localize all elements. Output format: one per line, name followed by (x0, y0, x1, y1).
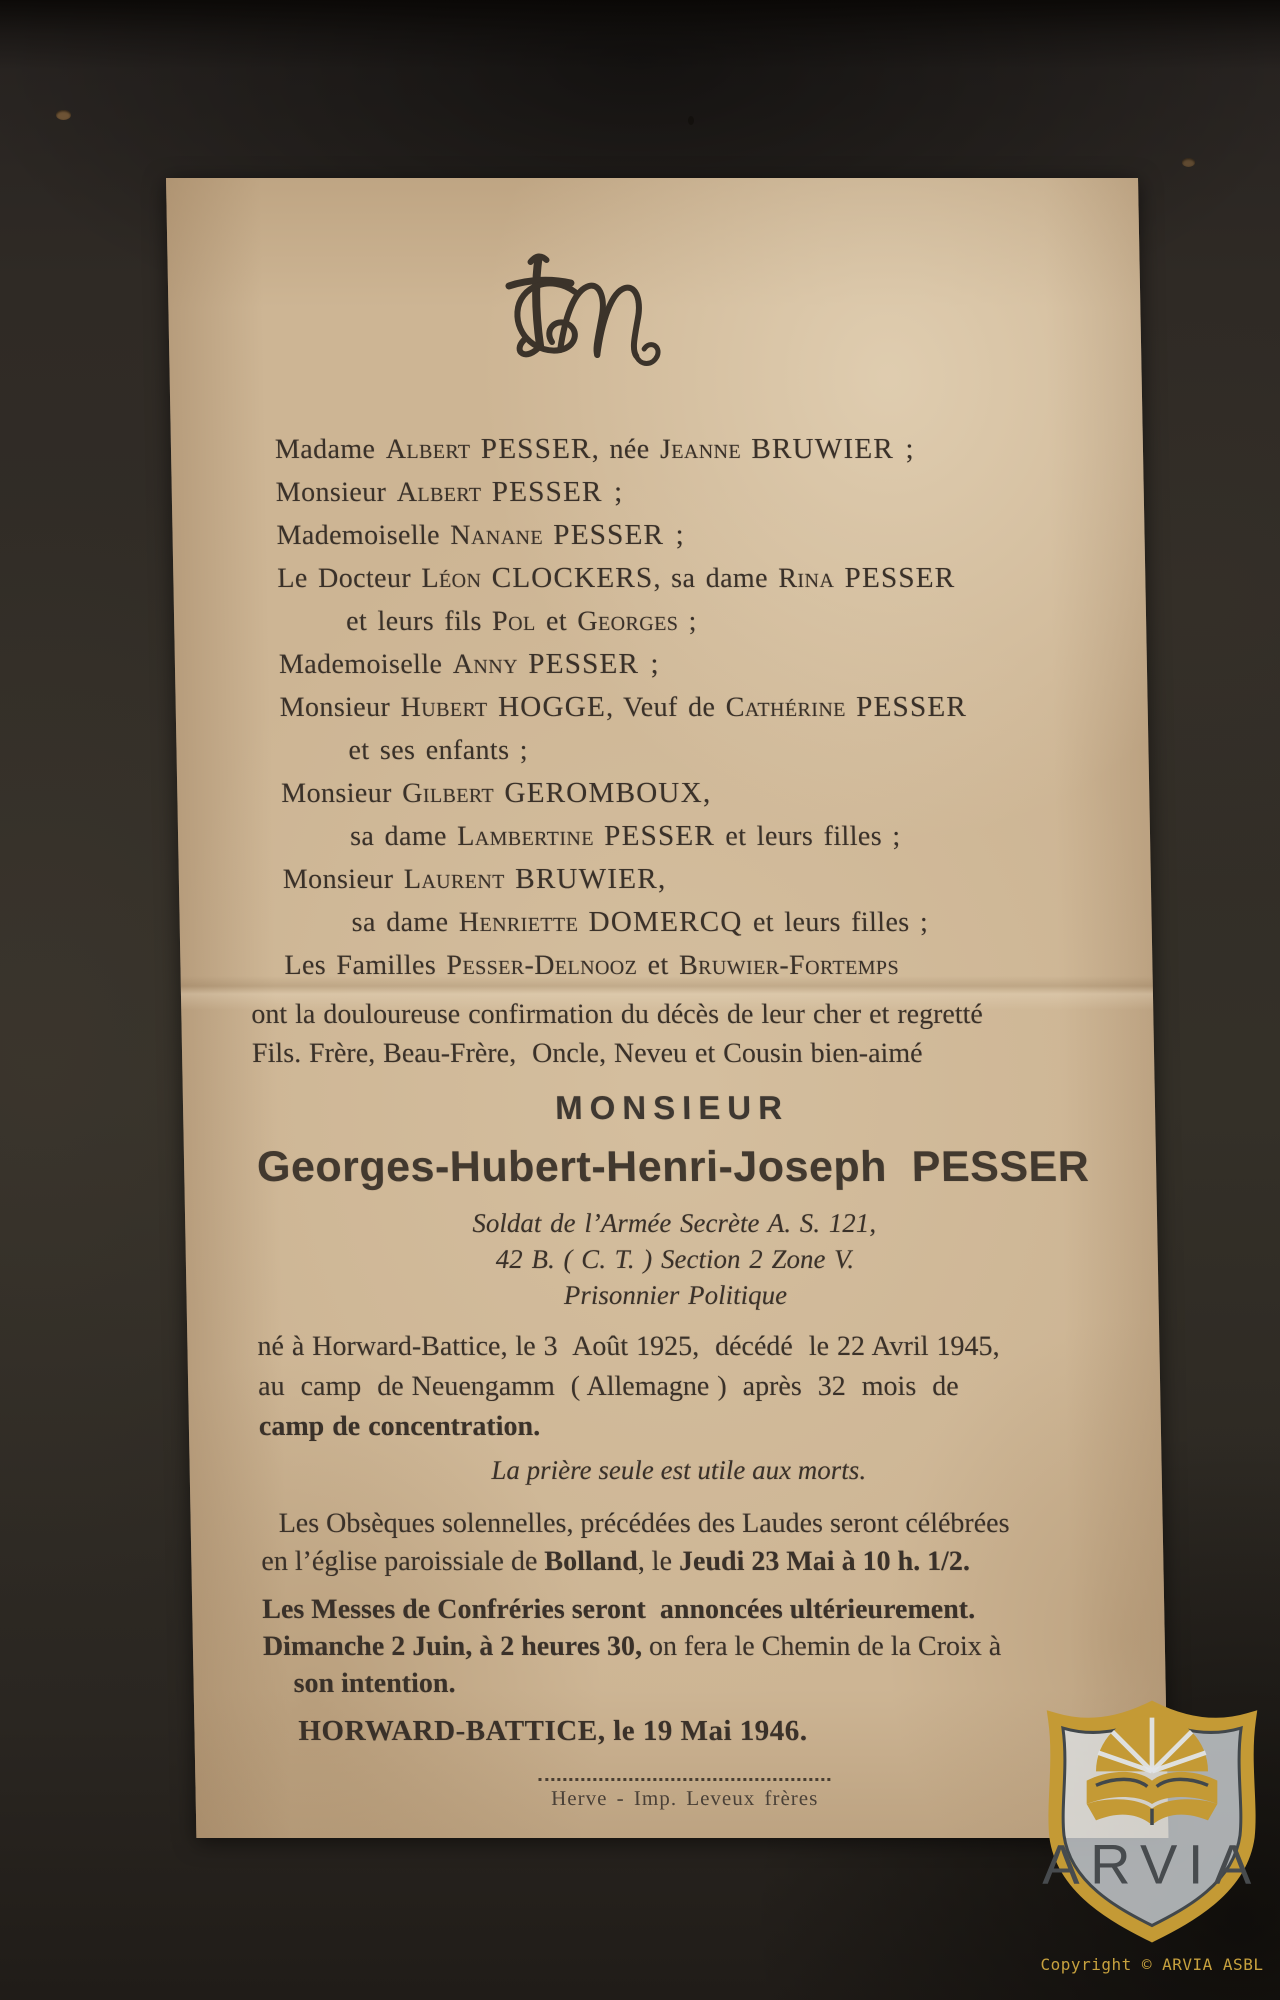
arvia-wordmark: ARVIA (1042, 1832, 1262, 1896)
masses-line: Les Messes de Confréries seront annoncées ultérieurement. (261, 1594, 976, 1625)
family-line: Monsieur Laurent BRUWIER, (282, 863, 667, 895)
confirm-line: ont la douloureuse confirmation du décès de leur cher et regretté (251, 999, 984, 1030)
confirm-line: Fils. Frère, Beau-Frère, Oncle, Neveu et Cousin bien-aimé (251, 1038, 923, 1069)
life-line: né à Horward-Battice, le 3 Août 1925, décédé le 22 Avril 1945, (257, 1331, 1000, 1362)
printer-footer (265, 1778, 1104, 1811)
pinhole-mark (1182, 158, 1195, 167)
block-motto (259, 1451, 1098, 1489)
family-line: sa dame Henriette DOMERCQ et leurs filles ; (351, 906, 929, 938)
block-dateline (298, 1710, 1103, 1752)
family-line: Mademoiselle Anny PESSER ; (278, 648, 661, 680)
family-line: sa dame Lambertine PESSER et leurs filles ; (349, 820, 901, 852)
military-line: Prisonnier Politique (563, 1280, 788, 1310)
life-line: camp de concentration. (258, 1411, 541, 1442)
family-line: Les Familles Pesser-Delnooz et Bruwier-Fortemps (284, 950, 900, 981)
family-line: et ses enfants ; (348, 735, 529, 766)
speck-mark (688, 116, 694, 125)
printer-line: Herve - Imp. Leveux frères (550, 1786, 819, 1810)
family-line: et leurs fils Pol et Georges ; (345, 606, 698, 637)
cross-monogram-icon (466, 250, 688, 382)
pinhole-mark (56, 110, 71, 120)
motto-line: La prière seule est utile aux morts. (491, 1455, 867, 1485)
family-line: Madame Albert PESSER, née Jeanne BRUWIER ; (274, 433, 916, 465)
block-obsequies (260, 1505, 1099, 1581)
block-name (254, 1139, 1093, 1195)
family-line: Monsieur Gilbert GEROMBOUX, (280, 777, 712, 809)
shield-icon (1035, 1692, 1269, 1944)
monsieur-line: MONSIEUR (554, 1089, 790, 1126)
dotted-rule (538, 1778, 830, 1781)
family-line: Monsieur Albert PESSER ; (275, 476, 624, 508)
name-line: Georges-Hubert-Henri-Joseph PESSER (256, 1143, 1090, 1191)
block-monsieur (253, 1085, 1092, 1131)
military-line: Soldat de l’Armée Secrète A. S. 121, (472, 1208, 877, 1238)
block-confirm (251, 995, 1090, 1073)
life-line: au camp de Neuengamm ( Allemagne ) après 32 mois de (257, 1371, 959, 1402)
family-line: Monsieur Hubert HOGGE, Veuf de Cathérine PESSER (279, 691, 968, 723)
dateline-line: HORWARD-BATTICE, le 19 Mai 1946. (298, 1715, 808, 1747)
arvia-badge (1032, 1692, 1272, 1974)
block-family (275, 428, 1089, 987)
masses-line: son intention. (293, 1668, 456, 1699)
death-notice-paper (166, 178, 1168, 1838)
masses-line: Dimanche 2 Juin, à 2 heures 30, on fera le Chemin de la Croix à (262, 1631, 1002, 1662)
military-line: 42 B. ( C. T. ) Section 2 Zone V. (495, 1244, 855, 1274)
block-masses (262, 1591, 1102, 1702)
block-life (257, 1327, 1097, 1447)
block-military (255, 1205, 1095, 1313)
copyright-text: Copyright © ARVIA ASBL (1040, 1955, 1264, 1974)
family-line: Le Docteur Léon CLOCKERS, sa dame Rina PESSER (277, 562, 956, 594)
obsequies-line: en l’église paroissiale de Bolland, le Jeudi 23 Mai à 10 h. 1/2. (261, 1546, 971, 1577)
family-line: Mademoiselle Nanane PESSER ; (276, 519, 686, 551)
obsequies-line: Les Obsèques solennelles, précédées des Laudes seront célébrées (278, 1508, 1010, 1539)
notice-body (241, 428, 1103, 1752)
